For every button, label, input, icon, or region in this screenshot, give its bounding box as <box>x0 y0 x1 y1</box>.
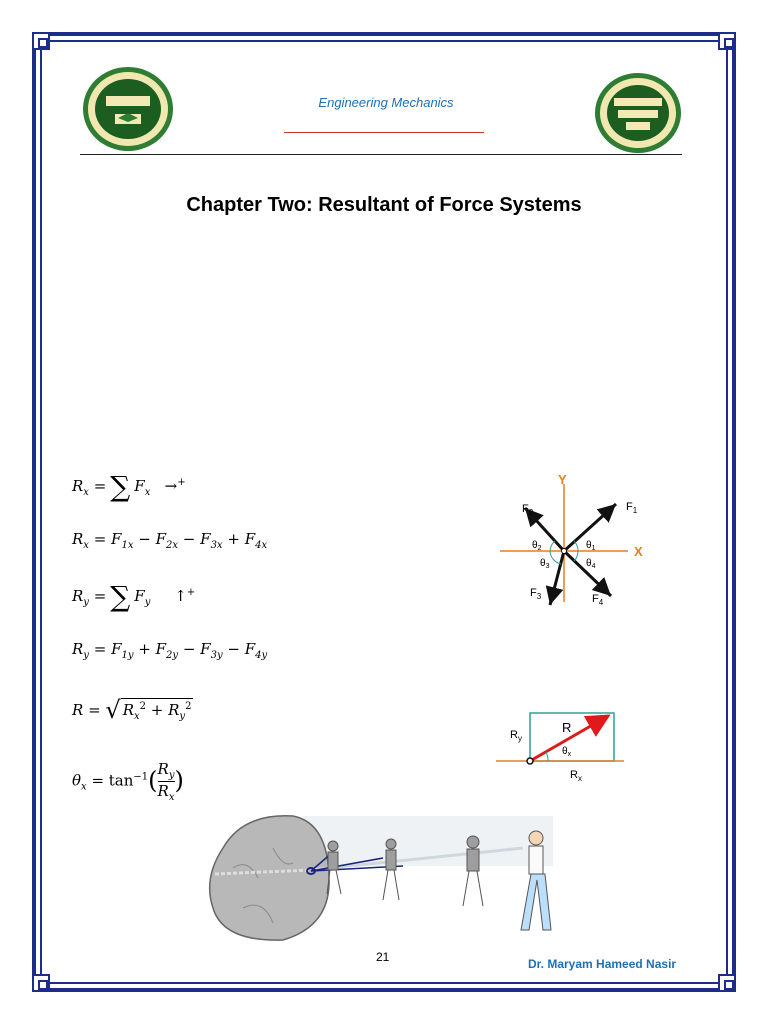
university-logo-right <box>592 70 684 156</box>
page-number: 21 <box>376 950 390 964</box>
resultant-label: R <box>562 720 572 735</box>
header-red-rule <box>284 132 484 133</box>
force-f3-arrow <box>550 551 564 605</box>
component-ry-label: $R_y$ <box>510 729 522 743</box>
equation-rx-sum: $R_x$ = ∑ $F_x$ →+ <box>72 470 186 503</box>
header-divider <box>80 154 682 155</box>
component-rx-label: $R_x$ <box>570 769 582 783</box>
force-components-diagram <box>498 470 658 610</box>
angle-thetax-label: $\theta_x$ <box>562 746 572 758</box>
rope-pulling-illustration <box>203 808 563 942</box>
equation-ry-sum: $R_y$ = ∑ $F_y$ ↑+ <box>72 580 196 613</box>
university-logo-left <box>82 66 174 152</box>
force-f2-label: $F_2$ <box>522 503 534 517</box>
angle-theta1-label: $\theta_1$ <box>586 540 596 552</box>
equation-ry-expanded: $R_y = F_{1y} + F_{2y} - F_{3y} - F_{4y}$ <box>72 640 268 661</box>
force-f4-label: $F_4$ <box>592 593 604 607</box>
header-title: Engineering Mechanics <box>318 95 454 110</box>
author-name: Dr. Maryam Hameed Nasir <box>528 957 677 971</box>
angle-theta2-label: $\theta_2$ <box>532 540 542 552</box>
angle-theta4-label: $\theta_4$ <box>586 558 596 570</box>
force-f3-label: $F_3$ <box>530 587 542 601</box>
resultant-components-diagram <box>496 700 628 794</box>
angle-theta3-label: $\theta_3$ <box>540 558 550 570</box>
corner-ornament <box>32 974 50 992</box>
corner-ornament <box>718 32 736 50</box>
equation-rx-expanded: $R_x = F_{1x} - F_{2x} - F_{3x} + F_{4x}$ <box>72 530 268 551</box>
y-axis-label: Y <box>558 472 567 487</box>
chapter-title: Chapter Two: Resultant of Force Systems <box>186 194 582 216</box>
corner-ornament <box>32 32 50 50</box>
corner-ornament <box>718 974 736 992</box>
equation-theta: $\theta_x = \tan^{-1}$( $\frac{R_y}{R_x}$ ) <box>72 760 184 803</box>
rock <box>210 816 329 940</box>
equation-r-magnitude: R = √ $R_x^2 + R_y^2$ <box>72 696 192 724</box>
force-f1-label: $F_1$ <box>626 501 638 515</box>
x-axis-label: X <box>634 544 643 559</box>
